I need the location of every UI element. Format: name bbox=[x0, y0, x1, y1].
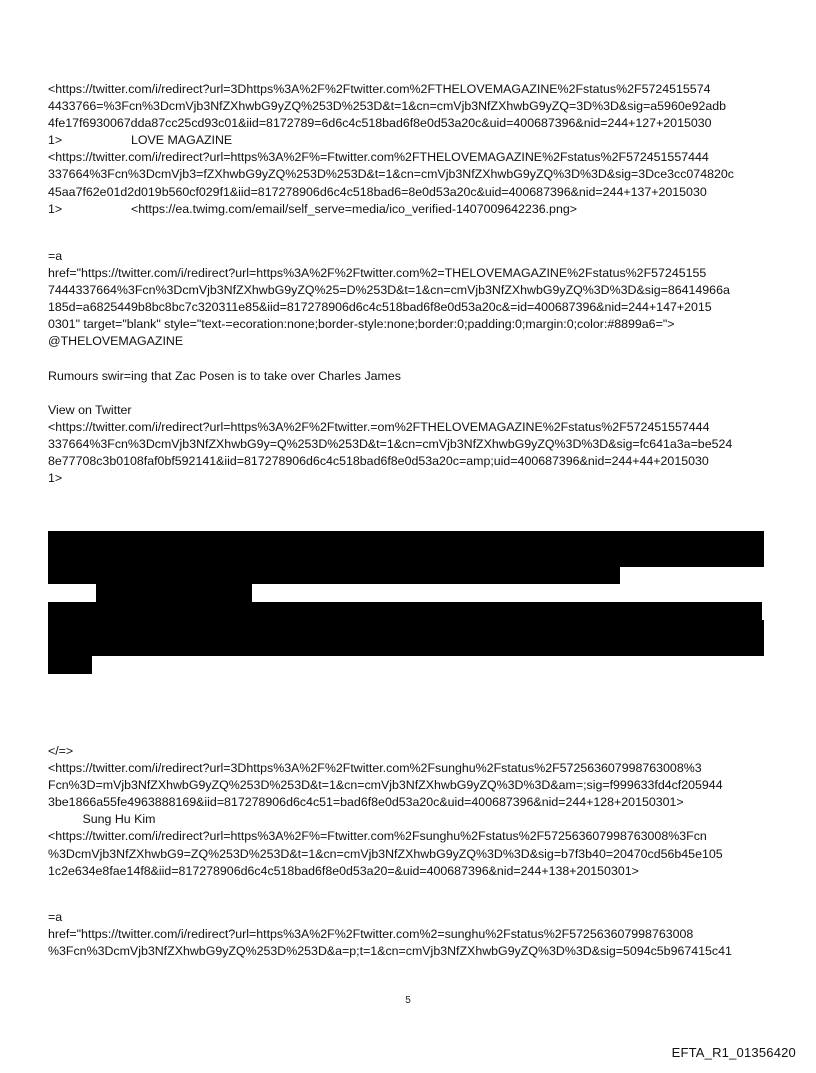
redaction-box bbox=[48, 531, 764, 567]
text-block-href-love-magazine: =a href="https://twitter.com/i/redirect?url=https%3A%2F%2Ftwitter.com%2=THELOVEMAGAZINE%2Fstatus%2F57245155 7444337664%3Fcn%3DcmVjb3NfZXhwbG9yZQ%25=D%253D&t=1&cn=cmVjb3NfZXhwbG9yZQ%3D%3D&sig=86414966a 185d=a6825449b8bc8bc7c320311e85&iid=817278906d6c4c518bad6f8e0d53a20c&=id=400687396&nid=244+147+2015 0301" target="blank" style="text-=ecoration:none;border-style:none;border:0;padding:0;margin:0;color:#8899a6="> @THELOVEMAGAZINE bbox=[48, 249, 730, 349]
text-block-href-sunghu: =a href="https://twitter.com/i/redirect?url=https%3A%2F%2Ftwitter.com%2=sunghu%2Fstatus%2F572563607998763008 %3Fcn%3DcmVjb3NfZXhwbG9yZQ%253D%253D&a=p;t=1&cn=cmVjb3NfZXhwbG9yZQ%3D%3D&sig=5094c5b967415c41 bbox=[48, 910, 732, 959]
text-block-sung-hu-kim-links: </=> <https://twitter.com/i/redirect?url=3Dhttps%3A%2F%2Ftwitter.com%2Fsunghu%2Fstatus%2F572563607998763008%3 Fcn%3D=mVjb3NfZXhwbG9yZQ%253D%253D&t=1&cn=cmVjb3NfZXhwbG9yZQ%3D%3D&am=;sig=f999633fd4cf205944 3be1866a55fe4963888169&iid=817278906d6c4c51=bad6f8e0d53a20c&uid=400687396&nid=244+128+20150301> Sung Hu Kim <https://twitter.com/i/redirect?url=https%3A%2F%=Ftwitter.com%2Fsunghu%2Fstatus%2F572563607998763008%3Fcn %3DcmVjb3NfZXhwbG9=ZQ%253D%253D&t=1&cn=cmVjb3NfZXhwbG9yZQ%3D%3D&sig=b7f3b40=20470cd56b45e105 1c2e634e8fae14f8&iid=817278906d6c4c518bad6f8e0d53a20=&uid=400687396&nid=244+138+20150301> bbox=[48, 744, 723, 878]
redaction-box bbox=[48, 566, 620, 584]
text-block-rumours: Rumours swir=ing that Zac Posen is to take over Charles James bbox=[48, 369, 401, 383]
redaction-box bbox=[96, 584, 252, 602]
redaction-box bbox=[48, 656, 92, 674]
page-number: 5 bbox=[405, 995, 411, 1006]
redaction-box bbox=[48, 602, 762, 620]
text-block-view-on-twitter: View on Twitter <https://twitter.com/i/redirect?url=https%3A%2F%2Ftwitter.=om%2FTHELOVEMAGAZINE%2Fstatus%2F572451557444 337664%3Fcn%3DcmVjb3NfZXhwbG9y=Q%253D%253D&t=1&cn=cmVjb3NfZXhwbG9yZQ%3D%3D&sig=fc641a3a=be524 8e77708c3b0108faf0bf592141&iid=817278906d6c4c518bad6f8e0d53a20c=amp;uid=400687396&nid=244+44+2015030 1> bbox=[48, 403, 733, 486]
document-id-footer: EFTA_R1_01356420 bbox=[671, 1045, 796, 1060]
text-block-love-magazine-links: <https://twitter.com/i/redirect?url=3Dhttps%3A%2F%2Ftwitter.com%2FTHELOVEMAGAZINE%2Fstatus%2F5724515574 4433766=%3Fcn%3DcmVjb3NfZXhwbG9yZQ%253D%253D&t=1&cn=cmVjb3NfZXhwbG9yZQ=3D%3D&sig=a5960e92adb 4fe17f6930067dda87cc25cd93c01&iid=8172789=6d6c4c518bad6f8e0d53a20c&uid=400687396&nid=244+127+2015030 1> LOVE MAGAZINE <https://twitter.com/i/redirect?url=https%3A%2F%=Ftwitter.com%2FTHELOVEMAGAZINE%2Fstatus%2F572451557444 337664%3Fcn%3DcmVjb3=fZXhwbG9yZQ%253D%253D&t=1&cn=cmVjb3NfZXhwbG9yZQ%3D%3D&sig=3Dce3cc074820c 45aa7f62e01d2d019b560cf029f1&iid=817278906d6c4c518bad6=8e0d53a20c&uid=400687396&nid=244+137+2015030 1> <https://ea.twimg.com/email/self_serve=media/ico_verified-1407009642236.png> bbox=[48, 82, 734, 216]
redaction-box bbox=[48, 620, 764, 656]
